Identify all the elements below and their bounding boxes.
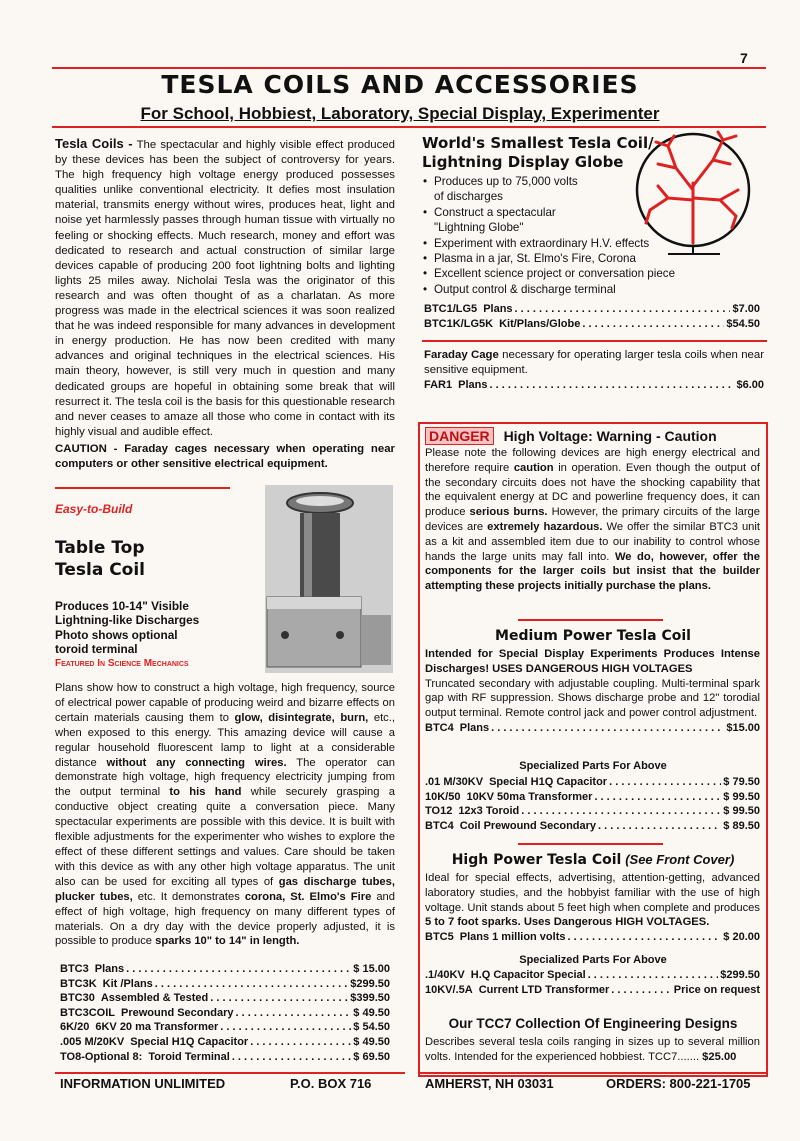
smallest-bullets — [422, 174, 676, 297]
medium-parts-list — [425, 775, 760, 833]
item-code: 6K/20 — [60, 1021, 90, 1034]
item-code: BTC30 — [60, 992, 95, 1005]
item-price: $ 79.50 — [723, 776, 760, 788]
footer-rule — [420, 1072, 766, 1074]
footer-rule — [55, 1072, 405, 1074]
feature-line: Lightning-like Discharges — [55, 613, 200, 628]
price-row — [60, 991, 390, 1006]
item-name: Plans — [94, 963, 125, 975]
footer-city: AMHERST, NH 03031 — [425, 1076, 554, 1091]
item-name: Assembled & Tested — [100, 992, 209, 1005]
page-subtitle: For School, Hobbiest, Laboratory, Special Display, Experimenter — [140, 104, 660, 123]
table-top-heading — [55, 537, 145, 581]
high-title-note: (See Front Cover) — [625, 852, 735, 867]
page-title: TESLA COILS AND ACCESSORIES — [161, 70, 639, 99]
high-desc-bold: 5 to 7 foot sparks. Uses Dangerous HIGH VOLTAGES. — [425, 916, 710, 929]
smallest-heading — [422, 134, 654, 172]
item-code: 10KV/.5A — [425, 983, 473, 996]
desc-bold: gas discharge tubes, plucker tubes, — [55, 875, 395, 903]
featured-in-note: Featured In Science Mechanics — [55, 657, 189, 669]
item-code: TO12 — [425, 805, 453, 818]
item-code: BTC3COIL — [60, 1006, 115, 1019]
tcc7-section — [425, 1035, 760, 1065]
feature-line: Photo shows optional — [55, 627, 178, 642]
item-name: 12x3 Toroid — [458, 805, 520, 818]
feature-line: toroid terminal — [55, 642, 138, 657]
smallest-heading-line1: World's Smallest Tesla Coil/ — [422, 134, 654, 152]
table-top-price-list — [60, 962, 390, 1064]
danger-heading — [425, 428, 717, 444]
high-section — [425, 871, 760, 945]
item-code: .01 M/30KV — [425, 776, 484, 788]
item-price: $ 15.00 — [353, 963, 390, 975]
tesla-coil-photo — [265, 485, 393, 673]
item-price: $ 99.50 — [723, 790, 760, 803]
item-code: BTC1K/LG5K — [424, 317, 494, 330]
item-price: $ 89.50 — [723, 819, 760, 832]
price-row — [424, 378, 764, 393]
tcc7-price: $25.00 — [702, 1050, 737, 1063]
item-code: BTC4 — [425, 721, 454, 734]
bullet-item: of discharges — [434, 190, 503, 204]
price-row — [425, 819, 760, 834]
desc-text: Plans show how to construct a high voltage, high frequency, source of electrical power capable of producing weird and bizarre effects on certain materials causing them to — [55, 682, 395, 724]
table-top-heading-line1: Table Top — [55, 538, 145, 558]
item-code: BTC3K — [60, 977, 97, 990]
high-desc: Ideal for special effects, advertising, attention-getting, advanced laboratory studies, and the hobbyist familiar with the use of high voltage. Unit stands about 5 feet high when complete and produces — [425, 872, 760, 914]
tcc7-heading: Our TCC7 Collection Of Engineering Designs — [448, 1016, 738, 1031]
smallest-rule — [422, 340, 767, 342]
item-code: .1/40KV — [425, 969, 465, 981]
smallest-heading-line2: Lightning Display Globe — [422, 153, 624, 171]
table-top-description — [55, 681, 395, 949]
danger-t1: Please note the following devices are high energy electrical and therefore require — [425, 447, 760, 474]
price-row — [425, 804, 760, 819]
desc-text: and effect of high voltage, high frequency on many different types of materials. On a dry day with the device properly adjusted, it is possible to produce — [55, 890, 395, 948]
bullet-item: • Excellent science project or conversation piece — [422, 266, 652, 281]
intro-lead: Tesla Coils - — [55, 136, 133, 151]
caution-note: CAUTION - Faraday cages necessary when operating near computers or other sensitive electrical equipment. — [55, 442, 395, 470]
high-heading — [420, 851, 766, 868]
item-code: TO8-Optional 8: — [60, 1050, 143, 1063]
price-row — [425, 968, 760, 983]
danger-rule — [518, 619, 663, 621]
price-row — [425, 775, 760, 790]
item-price: $299.50 — [720, 969, 760, 981]
price-row — [60, 1050, 390, 1065]
item-name: Special H1Q Capacitor — [130, 1035, 249, 1048]
item-name: 6KV 20 ma Transformer — [95, 1021, 219, 1034]
item-price: $ 54.50 — [353, 1021, 390, 1034]
item-name: Kit/Plans/Globe — [499, 317, 581, 330]
price-row — [60, 962, 390, 977]
item-price: $7.00 — [732, 303, 760, 315]
item-code: BTC4 — [425, 819, 454, 832]
item-name: Special H1Q Capacitor — [489, 776, 608, 788]
item-price: Price on request — [673, 983, 760, 996]
item-name: Prewound Secondary — [121, 1006, 234, 1019]
medium-section — [425, 647, 760, 736]
desc-text: The operator can demonstrate high voltage, high frequency electricity jumping from the output terminal — [55, 756, 395, 799]
desc-bold: glow, disintegrate, burn, — [234, 711, 369, 724]
footer-company: INFORMATION UNLIMITED — [60, 1076, 226, 1091]
price-row — [425, 721, 760, 736]
item-name: 10KV 50ma Transformer — [466, 790, 593, 803]
bullet-item: • Experiment with extraordinary H.V. effects — [422, 236, 652, 251]
item-code: .005 M/20KV — [60, 1035, 125, 1048]
item-price: $ 20.00 — [723, 931, 760, 944]
medium-heading: Medium Power Tesla Coil — [495, 628, 691, 644]
item-price: $399.50 — [350, 992, 390, 1005]
feature-line: Produces 10-14" Visible — [55, 599, 189, 613]
price-row — [424, 317, 760, 332]
bullet-item: • Produces up to 75,000 volts — [422, 174, 652, 189]
smallest-price-list — [424, 302, 760, 331]
item-code: BTC5 — [425, 931, 454, 944]
intro-rule — [55, 487, 230, 489]
item-name: H.Q Capacitor Special — [470, 969, 586, 981]
footer-orders: ORDERS: 800-221-1705 — [606, 1076, 751, 1091]
intro-section — [55, 136, 395, 472]
medium-rule — [518, 843, 663, 845]
item-price: $ 49.50 — [353, 1035, 390, 1048]
item-price: $15.00 — [726, 721, 760, 734]
price-row — [425, 930, 760, 945]
price-row — [60, 977, 390, 992]
danger-t3: However, the primary circuits of the large devices are — [425, 506, 760, 533]
danger-t4: We offer the similar BTC3 unit as a kit and assembled item due to our inability to control whose hands the large units may fall into. — [425, 520, 760, 563]
bullet-item: • Construct a spectacular — [422, 205, 652, 220]
item-name: Plans — [458, 379, 488, 392]
price-row — [424, 302, 760, 317]
table-top-features — [55, 599, 199, 671]
item-code: FAR1 — [424, 379, 453, 392]
intro-text: The spectacular and highly visible effect produced by these devices has been the subject of controversy for years. The high frequency high voltage energy produced possesses qualities unlike conventional electricity. It defies most insulation material, transmits energy without wires, produces heat, light and noise yet harmlessly passes through human tissue with virtually no feeling or shocking effects. Much research, money and effort was dedicated to research and actual construction of similar large devices capable of producing 200 foot lightning bolts and lighting lights 25 miles away. Nicholai Tesla was the originator of this research and was often thought of as a charlatan. As more progress was made in the electrical sciences it was soon realized that he was indeed responsible for many advances in development in energy production. He has now been credited with many advances and original techniques in the electrical sciences. His main theory, however, is still very much in question and many dedicated groups are hopeful in obtaining some break that will resurrect it. The tesla coil is the basis for this questionable research and never ceases to amaze all those who come in contact with its highly visual and audible effect. — [55, 139, 395, 438]
danger-text — [425, 446, 760, 594]
item-price: $ 49.50 — [353, 1006, 390, 1019]
table-top-heading-line2: Tesla Coil — [55, 560, 146, 580]
high-parts-list — [425, 968, 760, 997]
danger-b2: serious burns. — [469, 506, 548, 519]
item-name: Kit /Plans — [102, 977, 153, 990]
danger-t2: in operation. Even though the output of the secondary circuits does not have the shocking capability that the equivalent energy at DC and powerline frequency does, it can produce — [425, 461, 760, 519]
item-code: BTC1/LG5 — [424, 303, 478, 315]
item-name: Coil Prewound Secondary — [459, 819, 597, 832]
bullet-item: • Plasma in a jar, St. Elmo's Fire, Corona — [422, 251, 652, 266]
medium-desc: Truncated secondary with adjustable coupling. Multi-terminal spark gap with RF suppression. Shows discharge probe and 12" torodial output terminal. Remote control jack and power control adjustment. — [425, 677, 760, 720]
item-name: Plans — [483, 303, 513, 315]
desc-bold: to his hand — [169, 786, 242, 799]
desc-bold: without any connecting wires. — [106, 756, 287, 769]
danger-b4: We do, however, offer the components for the larger coils but insist that the builder attempting these projects initially purchase the plans. — [425, 550, 760, 593]
item-name: Current LTD Transformer — [478, 983, 610, 996]
item-price: $ 69.50 — [353, 1050, 390, 1063]
item-price: $6.00 — [736, 379, 764, 392]
item-name: Toroid Terminal — [148, 1050, 230, 1063]
item-name: Plans — [459, 721, 490, 734]
bullet-item: • Output control & discharge terminal — [422, 282, 652, 297]
faraday-section — [424, 348, 764, 393]
high-parts-heading: Specialized Parts For Above — [519, 954, 667, 966]
item-price: $299.50 — [350, 977, 390, 990]
top-rule — [52, 67, 766, 69]
item-code: BTC3 — [60, 963, 89, 975]
tcc7-dots: ....... — [677, 1050, 700, 1063]
price-row — [425, 790, 760, 805]
price-row — [60, 1035, 390, 1050]
item-name: Plans 1 million volts — [459, 931, 566, 944]
faraday-text: necessary for operating larger tesla coils when near sensitive equipment. — [424, 349, 764, 377]
desc-text: etc. It demonstrates — [132, 890, 245, 903]
desc-bold: corona, St. Elmo's Fire — [244, 890, 372, 903]
easy-to-build-tag: Easy-to-Build — [55, 502, 133, 516]
danger-b1: caution — [513, 461, 554, 474]
item-price: $54.50 — [726, 317, 760, 330]
price-row — [425, 983, 760, 998]
danger-b3: extremely hazardous. — [487, 520, 603, 533]
danger-tag: DANGER — [425, 427, 494, 445]
desc-text: while securely grasping a conductive object creating quite a conversation piece. Many spectacular experiments are possible with this device. It is built with flexible adjustments for the experimenter who wishes to explore the effect of these different settings and values. Care should be taken with this device as with any other high voltage apparatus. The unit also can be used for exciting all types of — [55, 786, 395, 888]
medium-parts-heading: Specialized Parts For Above — [519, 760, 667, 772]
item-code: 10K/50 — [425, 790, 461, 803]
faraday-bold: Faraday Cage — [424, 349, 499, 361]
desc-text: etc., when exposed to this energy. This amazing device will cause a regular household fluorescent lamp to light at a considerable distance — [55, 711, 395, 769]
price-row — [60, 1006, 390, 1021]
desc-bold: sparks 10" to 14" in length. — [155, 935, 300, 948]
medium-intro: Intended for Special Display Experiments Produces Intense Discharges! USES DANGEROUS HIGH VOLTAGES — [425, 648, 760, 675]
danger-title: High Voltage: Warning - Caution — [503, 428, 717, 444]
page-number: 7 — [740, 50, 748, 66]
tcc7-text: Describes several tesla coils ranging in sizes up to several million volts. Intended for the experienced hobbiest. TCC7 — [425, 1036, 760, 1063]
price-row — [60, 1020, 390, 1035]
item-price: $ 99.50 — [723, 805, 760, 818]
high-title: High Power Tesla Coil — [451, 852, 622, 868]
bullet-item: "Lightning Globe" — [434, 221, 524, 235]
footer-box: P.O. BOX 716 — [290, 1076, 372, 1091]
